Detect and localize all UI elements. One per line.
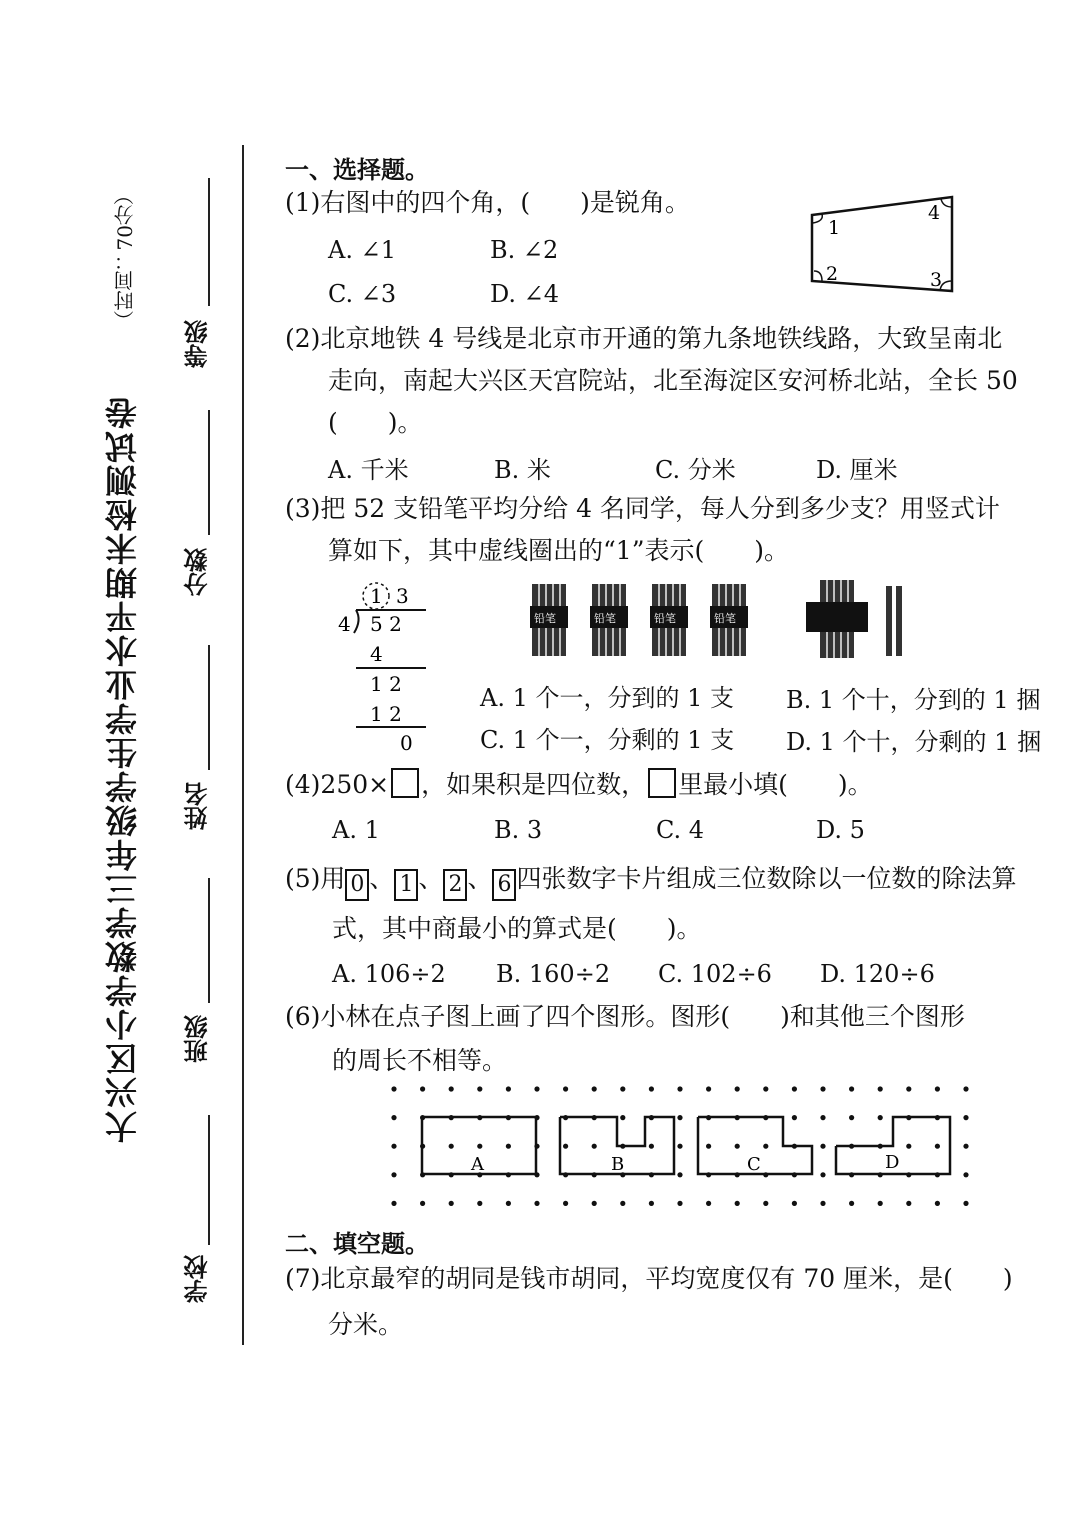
grid-dot <box>735 1144 740 1149</box>
grid-dot <box>706 1086 711 1091</box>
pencil-bundle-1 <box>530 584 568 656</box>
digit-card-6: 6 <box>492 869 516 901</box>
q1-option-c[interactable]: C. ∠3 <box>328 280 397 308</box>
loose-bundle-and-pencils <box>800 578 920 660</box>
quotient-tens: 1 <box>370 584 383 608</box>
step2-remainder: 1 2 <box>370 672 402 696</box>
field-line-class[interactable] <box>208 878 210 1003</box>
grid-dot <box>449 1144 454 1149</box>
grid-dot <box>506 1144 511 1149</box>
q7-line1: (7)北京最窄的胡同是钱市胡同，平均宽度仅有 70 厘米，是( ) <box>285 1264 1013 1293</box>
pencil-bundle-3 <box>650 584 688 656</box>
q4-option-b[interactable]: B. 3 <box>494 816 543 844</box>
grid-dot <box>620 1086 625 1091</box>
grid-dot <box>820 1201 825 1206</box>
grid-dot <box>677 1115 682 1120</box>
grid-dot <box>649 1086 654 1091</box>
digit-card-2: 2 <box>443 869 467 901</box>
q4-option-c[interactable]: C. 4 <box>656 816 705 844</box>
q2-option-d[interactable]: D. 厘米 <box>816 456 898 484</box>
grid-dot <box>677 1201 682 1206</box>
grid-dot <box>792 1115 797 1120</box>
digit-card-1: 1 <box>394 869 418 901</box>
grid-dot <box>820 1172 825 1177</box>
q1-option-b[interactable]: B. ∠2 <box>490 236 559 264</box>
grid-dot <box>963 1115 968 1120</box>
angle-label-3: 3 <box>930 269 943 291</box>
grid-dot <box>391 1086 396 1091</box>
grid-dot <box>906 1144 911 1149</box>
grid-dot <box>534 1201 539 1206</box>
grid-dot <box>763 1086 768 1091</box>
grid-dot <box>649 1201 654 1206</box>
pencil-label-3: 铅笔 <box>654 612 676 625</box>
quadrilateral-figure <box>800 185 970 300</box>
single-pencil-2 <box>896 586 902 656</box>
q2-line2: 走向，南起大兴区天宫院站，北至海淀区安河桥北站，全长 50 <box>328 366 1018 395</box>
grid-dot <box>620 1201 625 1206</box>
grid-dot <box>563 1144 568 1149</box>
binding-line <box>242 145 244 1345</box>
grid-dot <box>592 1086 597 1091</box>
shape-label-d: D <box>885 1152 900 1173</box>
q2-option-c[interactable]: C. 分米 <box>655 456 736 484</box>
q2-line3: ( )。 <box>328 408 423 437</box>
grid-dot <box>677 1086 682 1091</box>
q4-part1: (4)250× <box>285 770 390 799</box>
shape-label-b: B <box>611 1154 625 1175</box>
field-label-class: 班级 <box>183 1015 212 1063</box>
grid-dot <box>449 1201 454 1206</box>
q2-option-a[interactable]: A. 千米 <box>328 456 409 484</box>
grid-dot <box>878 1086 883 1091</box>
pencil-bundles <box>530 578 760 660</box>
pencil-label-2: 铅笔 <box>594 612 616 625</box>
card-sep-2: 、 <box>418 864 444 893</box>
divisor: 4 <box>338 612 351 636</box>
q5-line2: 式，其中商最小的算式是( )。 <box>332 914 702 943</box>
q4-part2: ，如果积是四位数， <box>421 770 647 799</box>
grid-dot <box>706 1201 711 1206</box>
grid-dot <box>849 1086 854 1091</box>
grid-dot <box>563 1086 568 1091</box>
grid-dot <box>649 1144 654 1149</box>
q7-line2: 分米。 <box>328 1310 404 1339</box>
grid-dot <box>963 1086 968 1091</box>
step3-product: 1 2 <box>370 702 402 726</box>
grid-dot <box>849 1115 854 1120</box>
final-remainder: 0 <box>400 731 413 755</box>
grid-dot <box>763 1201 768 1206</box>
grid-dot <box>906 1086 911 1091</box>
q5-option-c[interactable]: C. 102÷6 <box>658 960 772 988</box>
grid-dot <box>878 1201 883 1206</box>
grid-dot <box>906 1201 911 1206</box>
grid-dot <box>620 1115 625 1120</box>
single-pencil-1 <box>886 586 892 656</box>
grid-dot <box>506 1201 511 1206</box>
grid-dot <box>792 1086 797 1091</box>
pencil-bundle-4 <box>710 584 748 656</box>
angle-label-2: 2 <box>826 263 839 285</box>
grid-dot <box>420 1086 425 1091</box>
long-division <box>330 575 440 755</box>
step1-product: 4 <box>370 642 383 666</box>
grid-dot <box>391 1144 396 1149</box>
q6-line2: 的周长不相等。 <box>332 1046 508 1075</box>
angle-label-4: 4 <box>928 202 941 224</box>
grid-dot <box>820 1144 825 1149</box>
q4-stem <box>285 768 873 798</box>
q5-option-d[interactable]: D. 120÷6 <box>820 960 935 988</box>
grid-dot <box>534 1086 539 1091</box>
grid-dot <box>477 1201 482 1206</box>
grid-dot <box>449 1086 454 1091</box>
digit-card-0: 0 <box>345 869 369 901</box>
field-label-grade: 等级 <box>183 320 212 368</box>
field-label-name: 姓名 <box>183 782 212 830</box>
grid-dot <box>935 1144 940 1149</box>
grid-dot <box>735 1201 740 1206</box>
pencil-label-4: 铅笔 <box>714 612 736 625</box>
q3-option-b[interactable]: B. 1 个十，分到的 1 捆 <box>786 686 1041 714</box>
q5-part2: 四张数字卡片组成三位数除以一位数的除法算 <box>516 864 1017 893</box>
card-sep-3: 、 <box>467 864 493 893</box>
grid-dot <box>477 1086 482 1091</box>
shape-label-c: C <box>747 1154 761 1175</box>
grid-dot <box>592 1201 597 1206</box>
grid-dot <box>935 1086 940 1091</box>
grid-dot <box>391 1172 396 1177</box>
q6-line1: (6)小林在点子图上画了四个图形。图形( )和其他三个图形 <box>285 1002 965 1031</box>
grid-dot <box>963 1144 968 1149</box>
quotient-ones: 3 <box>396 584 409 608</box>
grid-dot <box>763 1144 768 1149</box>
grid-dot <box>592 1144 597 1149</box>
exam-time: （时间：70分） <box>113 185 137 331</box>
q4-part3: 里最小填( )。 <box>678 770 873 799</box>
field-line-name[interactable] <box>208 645 210 770</box>
q5-option-b[interactable]: B. 160÷2 <box>496 960 611 988</box>
q3-option-c[interactable]: C. 1 个一，分剩的 1 支 <box>480 726 735 754</box>
grid-dot <box>935 1201 940 1206</box>
grid-dot <box>420 1201 425 1206</box>
grid-dot <box>735 1086 740 1091</box>
q2-line1: (2)北京地铁 4 号线是北京市开通的第九条地铁线路，大致呈南北 <box>285 324 1003 353</box>
angle-label-1: 1 <box>828 217 841 239</box>
dot-grid-figures <box>385 1080 985 1210</box>
pencil-bundle-2 <box>590 584 628 656</box>
q4-blank-box-ref <box>648 768 676 798</box>
grid-dot <box>391 1115 396 1120</box>
grid-dot <box>792 1201 797 1206</box>
grid-dot <box>677 1144 682 1149</box>
q1-stem: (1)右图中的四个角，( )是锐角。 <box>285 188 690 217</box>
grid-dot <box>477 1144 482 1149</box>
grid-dot <box>391 1201 396 1206</box>
q3-option-d[interactable]: D. 1 个十，分剩的 1 捆 <box>786 728 1042 756</box>
field-label-school: 学校 <box>183 1255 212 1303</box>
field-line-grade[interactable] <box>208 178 210 306</box>
grid-dot <box>878 1115 883 1120</box>
pencil-label-1: 铅笔 <box>534 612 556 625</box>
section-heading-choice: 一、选择题。 <box>285 155 429 184</box>
q5-line1 <box>285 866 1016 901</box>
field-line-score[interactable] <box>208 410 210 535</box>
q4-option-d[interactable]: D. 5 <box>816 816 865 844</box>
grid-dot <box>506 1086 511 1091</box>
q1-option-d[interactable]: D. ∠4 <box>490 280 560 308</box>
card-sep-1: 、 <box>369 864 395 893</box>
q4-blank-box[interactable] <box>391 768 419 798</box>
q5-option-a[interactable]: A. 106÷2 <box>332 960 446 988</box>
grid-dot <box>706 1144 711 1149</box>
grid-dot <box>820 1086 825 1091</box>
shape-label-a: A <box>471 1154 484 1175</box>
exam-title: 大兴区小学数学三年级学生学业水平期末检测试卷 <box>104 395 142 1143</box>
field-label-score: 分数 <box>183 548 212 596</box>
grid-dot <box>563 1201 568 1206</box>
grid-dot <box>963 1201 968 1206</box>
grid-dot <box>849 1201 854 1206</box>
grid-dot <box>677 1172 682 1177</box>
section-heading-fill: 二、填空题。 <box>285 1229 429 1258</box>
q4-option-a[interactable]: A. 1 <box>332 816 380 844</box>
q2-option-b[interactable]: B. 米 <box>494 456 551 484</box>
q3-line2: 算如下，其中虚线圈出的“1”表示( )。 <box>328 536 789 565</box>
q3-option-a[interactable]: A. 1 个一，分到的 1 支 <box>480 684 735 712</box>
field-line-school[interactable] <box>208 1115 210 1245</box>
grid-dot <box>963 1172 968 1177</box>
q1-option-a[interactable]: A. ∠1 <box>328 236 396 264</box>
grid-dot <box>820 1115 825 1120</box>
dividend: 5 2 <box>370 612 402 636</box>
q3-line1: (3)把 52 支铅笔平均分给 4 名同学，每人分到多少支？用竖式计 <box>285 494 1000 523</box>
q5-part1: (5)用 <box>285 864 346 893</box>
